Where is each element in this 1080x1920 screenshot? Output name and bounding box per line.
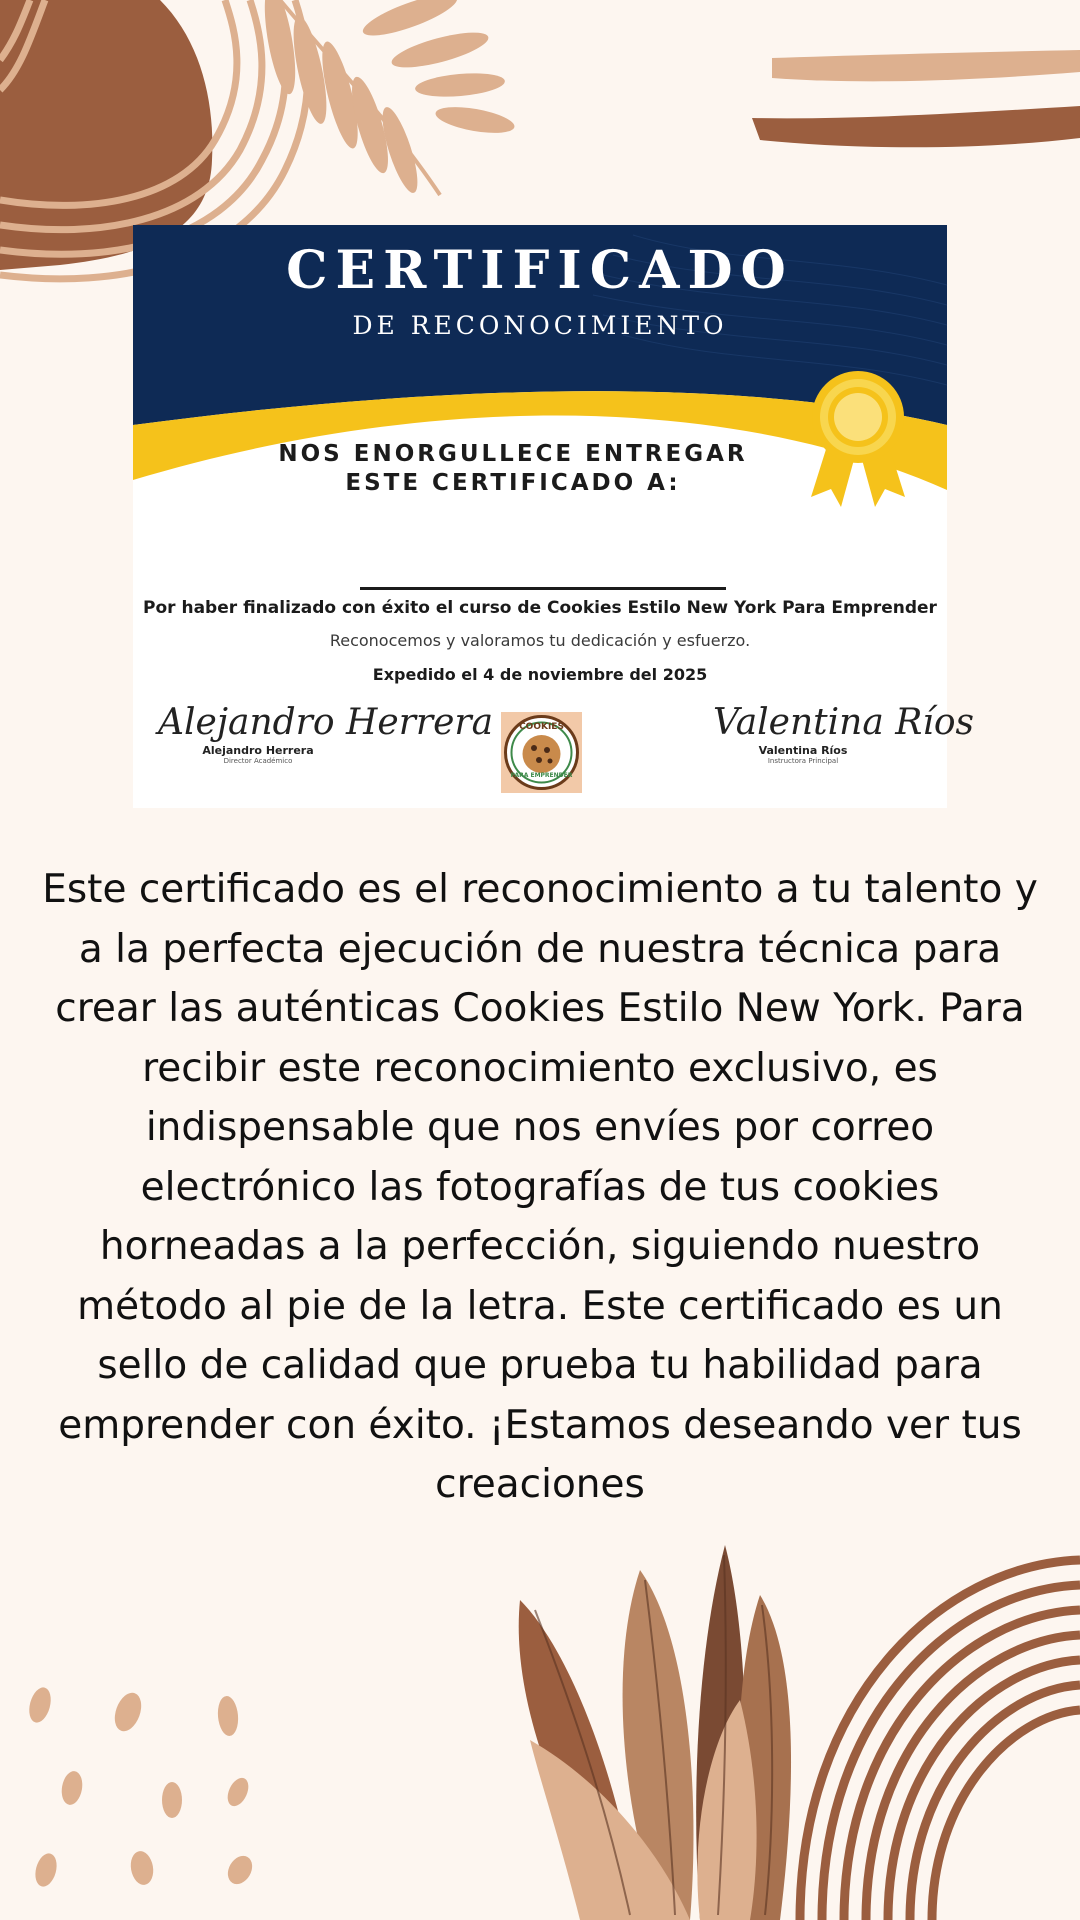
signature-right-script: Valentina Ríos <box>713 702 974 743</box>
certificate-title: CERTIFICADO <box>286 240 794 301</box>
gold-ribbon-medal-icon <box>803 367 913 512</box>
certificate-reason: Por haber finalizado con éxito el curso de Cookies Estilo New York Para Emprender <box>143 598 937 618</box>
certificate-image <box>133 225 974 808</box>
signature-left <box>158 702 494 765</box>
signature-left-role: Director Académico <box>223 757 293 765</box>
palm-leaves-decoration <box>519 1545 791 1920</box>
brush-stroke-light <box>772 50 1080 81</box>
concentric-arcs-decoration <box>800 1560 1080 1920</box>
signature-left-script: Alejandro Herrera <box>158 702 494 743</box>
certificate-intro: NOS ENORGULLECE ENTREGAR ESTE CERTIFICADO A: <box>278 441 748 496</box>
logo-top-text: COOKIES <box>519 722 564 732</box>
certificate-recognition: Reconocemos y valoramos tu dedicación y esfuerzo. <box>329 631 751 650</box>
leaf-branch-decoration <box>259 0 517 196</box>
signature-right-name: Valentina Ríos <box>758 744 848 757</box>
signature-right-role: Instructora Principal <box>767 757 839 765</box>
dots-decoration <box>26 1685 257 1889</box>
signature-left-name: Alejandro Herrera <box>202 744 314 757</box>
certificate-subtitle: DE RECONOCIMIENTO <box>352 311 728 340</box>
cookie-logo <box>501 712 582 793</box>
signature-right <box>713 702 974 765</box>
certificate-date: Expedido el 4 de noviembre del 2025 <box>372 665 708 684</box>
recipient-name-line <box>360 587 726 590</box>
brush-stroke-dark <box>752 106 1080 147</box>
logo-bottom-text: PARA EMPRENDER <box>510 772 573 779</box>
description-paragraph: Este certificado es el reconocimiento a tu talento y a la perfecta ejecución de nuestra técnica para crear las auténticas Cookies Estilo New York. Para recibir este reconocimiento exclusivo, es indispensable que nos envíes por correo electrónico las fotografías de tus cookies horneadas a la perfección, siguiendo nuestro método al pie de la letra. Este certificado es un sello de calidad que prueba tu habilidad para emprender con éxito. ¡Estamos deseando ver tus creaciones <box>42 867 1038 1507</box>
